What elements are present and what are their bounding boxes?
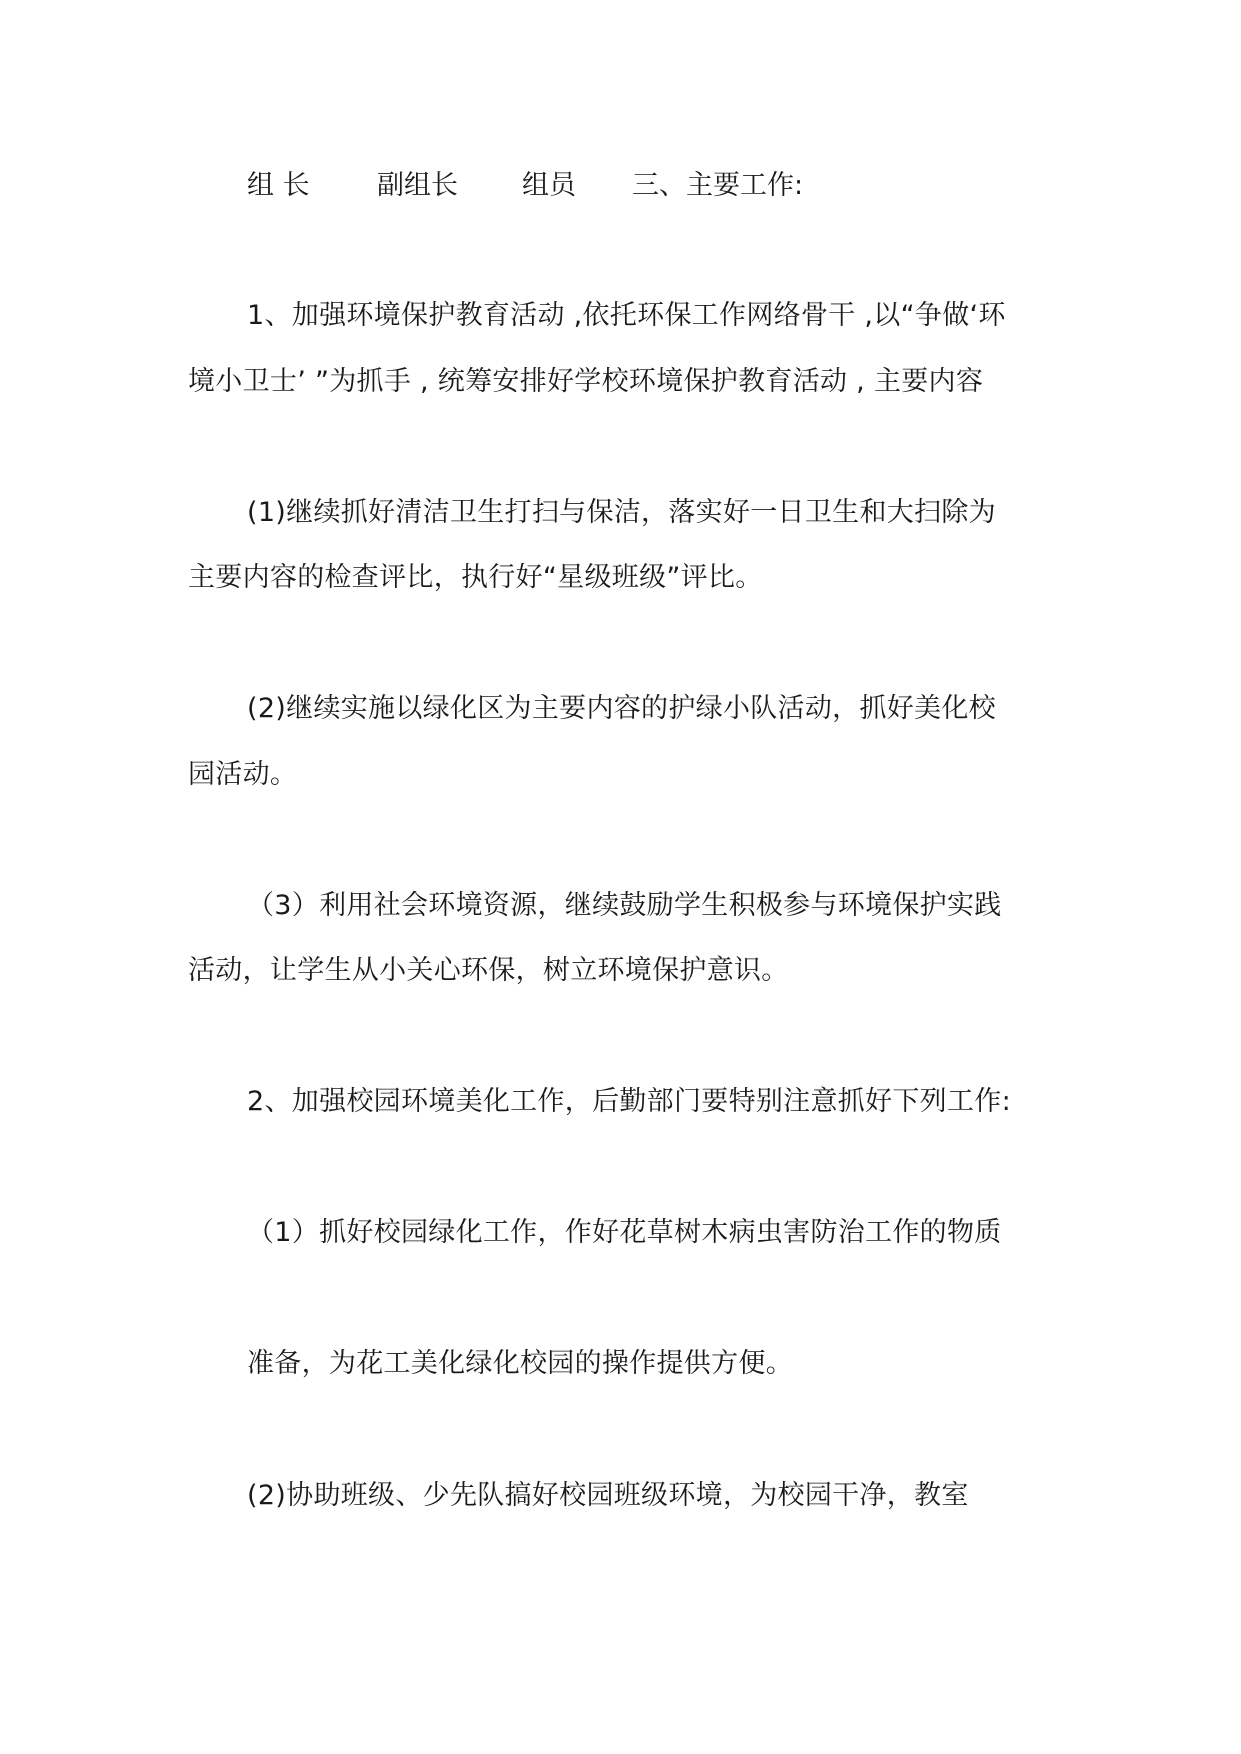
item1-sub2-line1: (2)继续实施以绿化区为主要内容的护绿小队活动，抓好美化校 xyxy=(247,693,996,724)
item2-sub2-line1: (2)协助班级、少先队搞好校园班级环境，为校园干净，教室 xyxy=(247,1480,969,1511)
item1-sub1-line1: (1)继续抓好清洁卫生打扫与保洁，落实好一日卫生和大扫除为 xyxy=(247,497,996,528)
item1-sub1-line2: 主要内容的检查评比，执行好“星级班级”评比。 xyxy=(188,562,763,593)
leader-label: 组 长 xyxy=(247,170,310,201)
item1-line1: 1、加强环境保护教育活动 ,依托环保工作网络骨干 ,以“争做‘环 xyxy=(247,300,1006,331)
item2-sub1-line1: （1）抓好校园绿化工作，作好花草树木病虫害防治工作的物质 xyxy=(247,1217,1002,1248)
item1-sub2-line2: 园活动。 xyxy=(188,759,298,790)
deputy-leader-label: 副组长 xyxy=(377,170,458,201)
section-title: 三、主要工作: xyxy=(632,170,804,201)
item2-sub1-line2: 准备，为花工美化绿化校园的操作提供方便。 xyxy=(247,1348,793,1379)
item1-sub3-line2: 活动，让学生从小关心环保，树立环境保护意识。 xyxy=(188,955,789,986)
item1-line2: 境小卫士’ ”为抓手 , 统筹安排好学校环境保护教育活动 , 主要内容 xyxy=(188,366,984,397)
members-label: 组员 xyxy=(522,170,576,201)
item2-line1: 2、加强校园环境美化工作，后勤部门要特别注意抓好下列工作: xyxy=(247,1086,1011,1117)
item1-sub3-line1: （3）利用社会环境资源，继续鼓励学生积极参与环境保护实践 xyxy=(247,890,1002,921)
